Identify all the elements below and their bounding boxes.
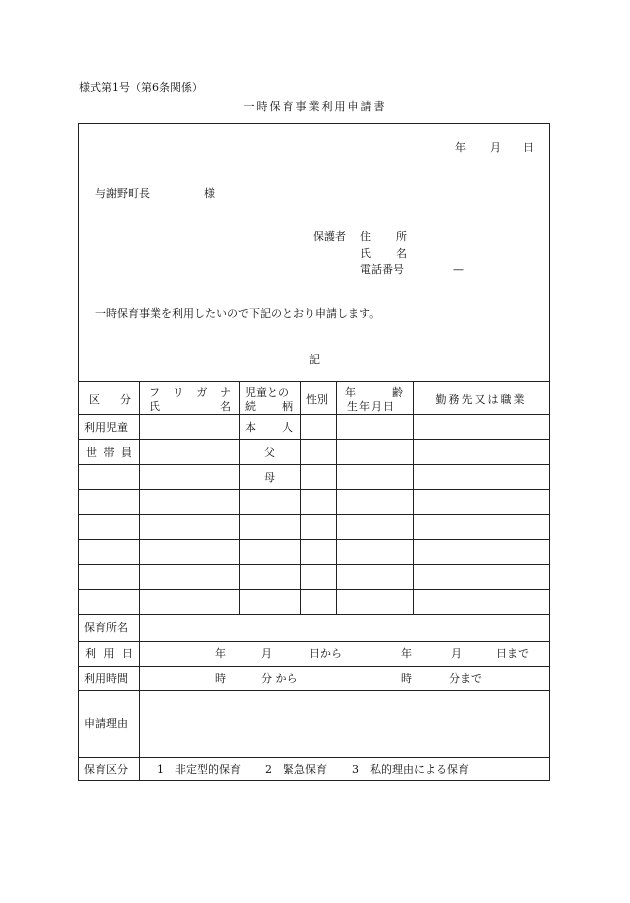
use-date-from: 日から — [309, 647, 342, 660]
header-furigana: フ リ ガ ナ — [149, 386, 231, 399]
use-date-year: 年 — [215, 647, 226, 660]
header-workplace: 勤務先又は職業 — [435, 393, 527, 406]
request-statement: 一時保育事業を利用したいので下記のとおり申請します。 — [95, 307, 381, 320]
use-date-label: 利 用 日 — [85, 647, 133, 660]
note-heading: 記 — [309, 353, 320, 366]
guardian-address-label: 住 所 — [360, 230, 407, 243]
header-age: 年 齢 — [345, 386, 403, 399]
reason-label: 申請理由 — [84, 717, 128, 730]
header-birthdate: 生年月日 — [347, 400, 395, 413]
header-name: 氏 名 — [149, 400, 231, 413]
use-date-until: 日まで — [496, 647, 529, 660]
care-type-label: 保育区分 — [84, 763, 128, 776]
date-month-label: 月 — [490, 141, 501, 154]
use-date-month2: 月 — [451, 647, 462, 660]
use-time-from: 分 から — [261, 672, 298, 685]
row-relation-self: 本 人 — [245, 421, 293, 434]
row-category-household: 世 帯 員 — [86, 446, 132, 459]
care-type-option-2: 2 緊急保育 — [265, 763, 327, 776]
use-time-label: 利用時間 — [84, 672, 128, 685]
row-relation-father: 父 — [264, 446, 275, 459]
guardian-name-label: 氏 名 — [360, 247, 407, 260]
use-time-hour: 時 — [215, 672, 226, 685]
use-date-month: 月 — [261, 647, 272, 660]
care-type-option-1: 1 非定型的保育 — [157, 763, 241, 776]
guardian-label: 保護者 — [313, 230, 346, 243]
guardian-phone-label: 電話番号 — [360, 263, 404, 276]
header-category: 区 分 — [89, 393, 131, 406]
row-relation-mother: 母 — [264, 471, 275, 484]
addressee-name: 与謝野町長 — [95, 187, 150, 200]
header-gender: 性別 — [306, 393, 328, 406]
nursery-label: 保育所名 — [84, 621, 128, 634]
use-time-hour2: 時 — [401, 672, 412, 685]
row-category-child: 利用児童 — [84, 421, 128, 434]
addressee-suffix: 様 — [204, 187, 215, 200]
header-relation-line2: 続 柄 — [245, 400, 293, 413]
date-day-label: 日 — [523, 141, 534, 154]
use-time-until: 分まで — [449, 672, 482, 685]
phone-separator: — — [453, 263, 464, 276]
form-title: 一時保育事業利用申請書 — [243, 100, 387, 113]
use-date-year2: 年 — [401, 647, 412, 660]
application-form — [78, 123, 550, 781]
header-relation-line1: 児童との — [245, 386, 289, 399]
care-type-option-3: 3 私的理由による保育 — [352, 763, 469, 776]
form-number: 様式第1号（第6条関係） — [79, 81, 203, 94]
date-year-label: 年 — [455, 141, 466, 154]
